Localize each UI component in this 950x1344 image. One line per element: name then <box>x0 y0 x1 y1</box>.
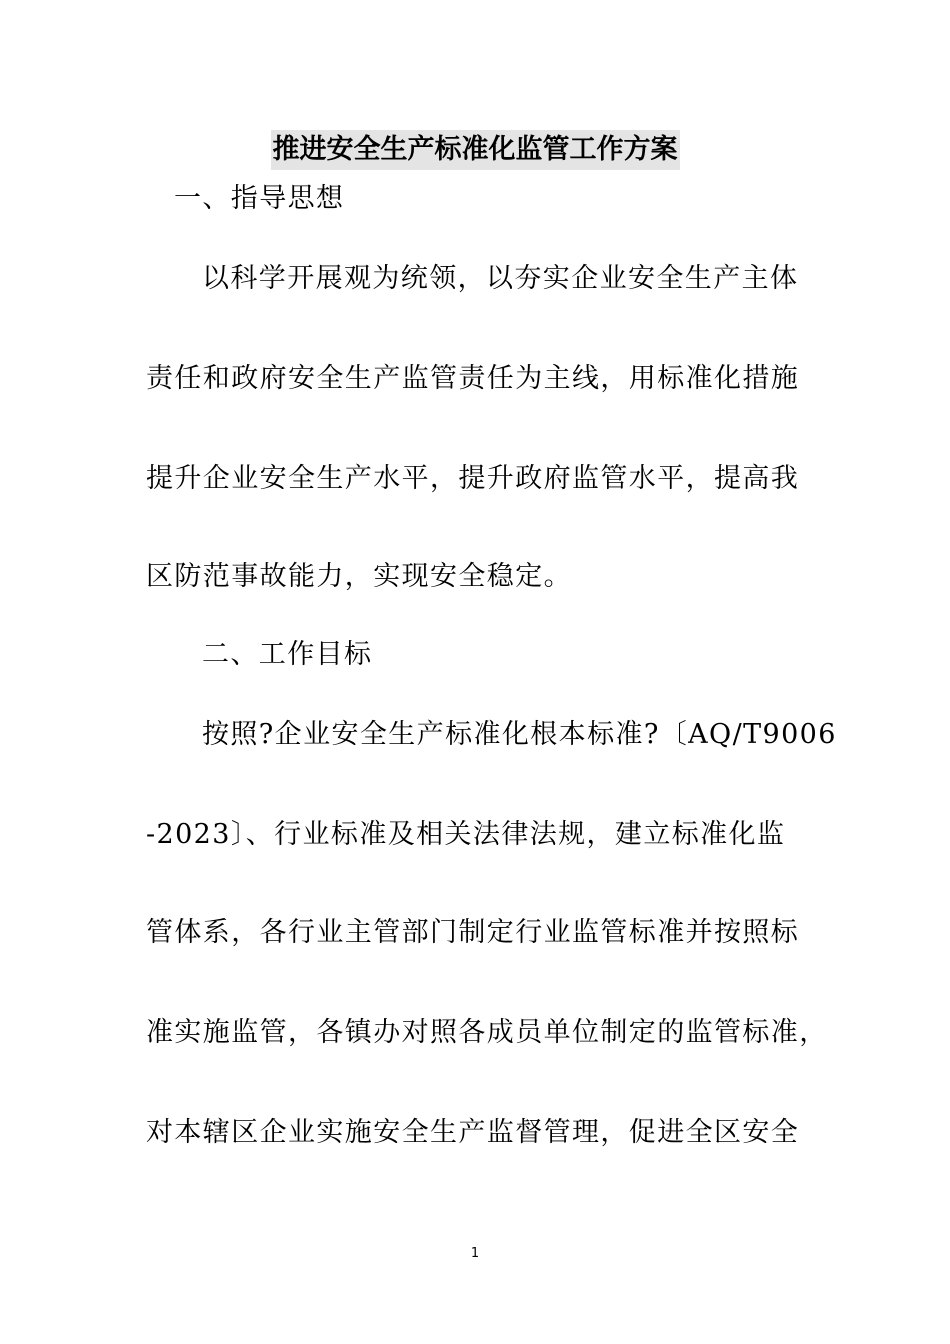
paragraph-1-line-1: 以科学开展观为统领，以夯实企业安全生产主体 <box>202 263 799 294</box>
paragraph-2-line-5: 对本辖区企业实施安全生产监督管理，促进全区安全 <box>146 1117 800 1148</box>
paragraph-1-line-4: 区防范事故能力，实现安全稳定。 <box>146 561 572 592</box>
title-container <box>0 130 950 170</box>
document-title: 推进安全生产标准化监管工作方案 <box>271 130 680 170</box>
paragraph-2-line-3: 管体系，各行业主管部门制定行业监管标准并按照标 <box>146 917 800 948</box>
section-heading-2: 二、工作目标 <box>202 639 373 670</box>
section-heading-1: 一、指导思想 <box>174 183 345 214</box>
paragraph-1-line-2: 责任和政府安全生产监管责任为主线，用标准化措施 <box>146 363 800 394</box>
paragraph-2-line-2: -2023〕、行业标准及相关法律法规，建立标准化监 <box>146 819 786 850</box>
page-number: 1 <box>470 1246 480 1261</box>
paragraph-2-line-1: 按照?企业安全生产标准化根本标准?〔AQ/T9006 <box>202 719 837 750</box>
paragraph-2-line-4: 准实施监管，各镇办对照各成员单位制定的监管标准， <box>146 1017 828 1048</box>
paragraph-1-line-3: 提升企业安全生产水平，提升政府监管水平，提高我 <box>146 463 800 494</box>
